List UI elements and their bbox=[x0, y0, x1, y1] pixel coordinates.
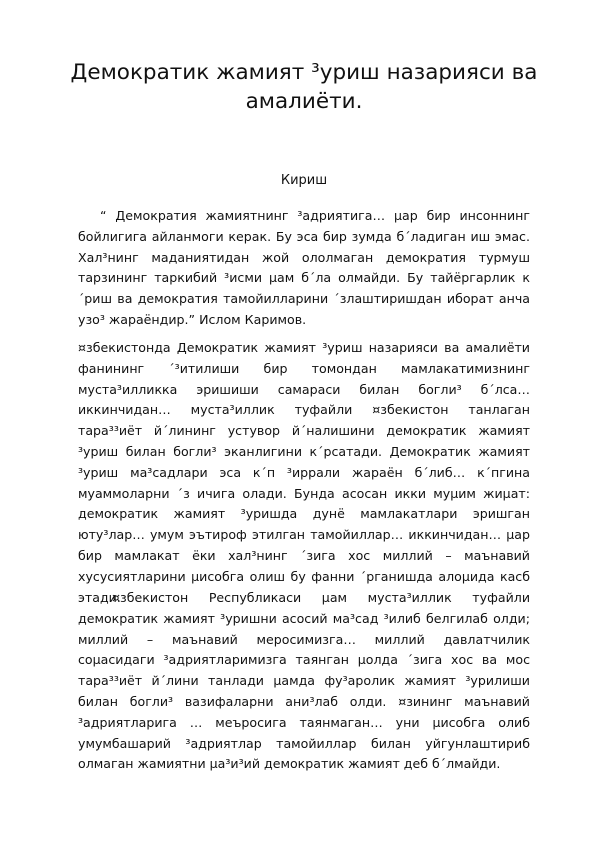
body-paragraph-1: ¤збекистонда Демократик жамият ³уриш назарияси ва амалиёти фанининг ´³итилиши бир томондан мамлакатимизнинг муста³илликка эришиши самараси билан богли³ б´лса… иккинчидан… муста³иллик туфайли ¤збекистон танлаган тара³³иёт й´лининг устувор й´налишини демократик жамият ³уриш билан богли³ эканлигини к´рсатади. Демократик жамият ³уриш ма³садлари эса к´п ³иррали жараён б´либ… к´пгина муаммоларни ´з ичига олади. Бунда асосан икки муµим жиµат: демократик жамият ³уришда дунё мамлакатлари эришган юту³лар… умум эътироф этилган тамойиллар… иккинчидан… µар бир мамлакат ёки хал³нинг ´зига хос миллий – маънавий хусусиятларини µисобга олиш бу фанни ´рганишда алоµида касб этади. bbox=[78, 340, 530, 605]
body-paragraph-2: ¤збекистон Республикаси µам муста³иллик туфайли демократик жамият ³уришни асосий ма³сад ³илиб белгилаб олди; миллий – маънавий меросимизга… миллий давлатчилик соµасидаги ³адриятларимизга таянган µолда ´зига хос ва мос тара³³иёт й´лини танлади µамда фу³аролик жамият ³урилиши билан богли³ вазифаларни ани³лаб олди. ¤зининг маънавий ³адриятларига … меъросига таянмаган… уни µисобга олиб умумбашарий ³адриятлар тамойиллар билан уйгунлаштириб олмаган жамиятни µа³и³ий демократик жамият деб б´лмайди. bbox=[78, 590, 530, 772]
document-title: Демократик жамият ³уриш назарияси ва амалиёти. bbox=[70, 60, 538, 114]
epigraph-quote-paragraph: “ Демократия жамиятнинг ³адриятига… µар бир инсоннинг бойлигига айланмоги керак. Бу эса бир зумда б´ладиган иш эмас. Хал³нинг маданиятидан жой ололмаган демократия турмуш тарзининг таркибий ³исми µам б´ла олмайди. Бу тайёргарлик к´риш ва демократия тамойилларини ´злаштиришдан иборат анча узо³ жараёндир.” Ислом Каримов. bbox=[78, 208, 530, 327]
section-heading: Кириш bbox=[280, 173, 328, 188]
